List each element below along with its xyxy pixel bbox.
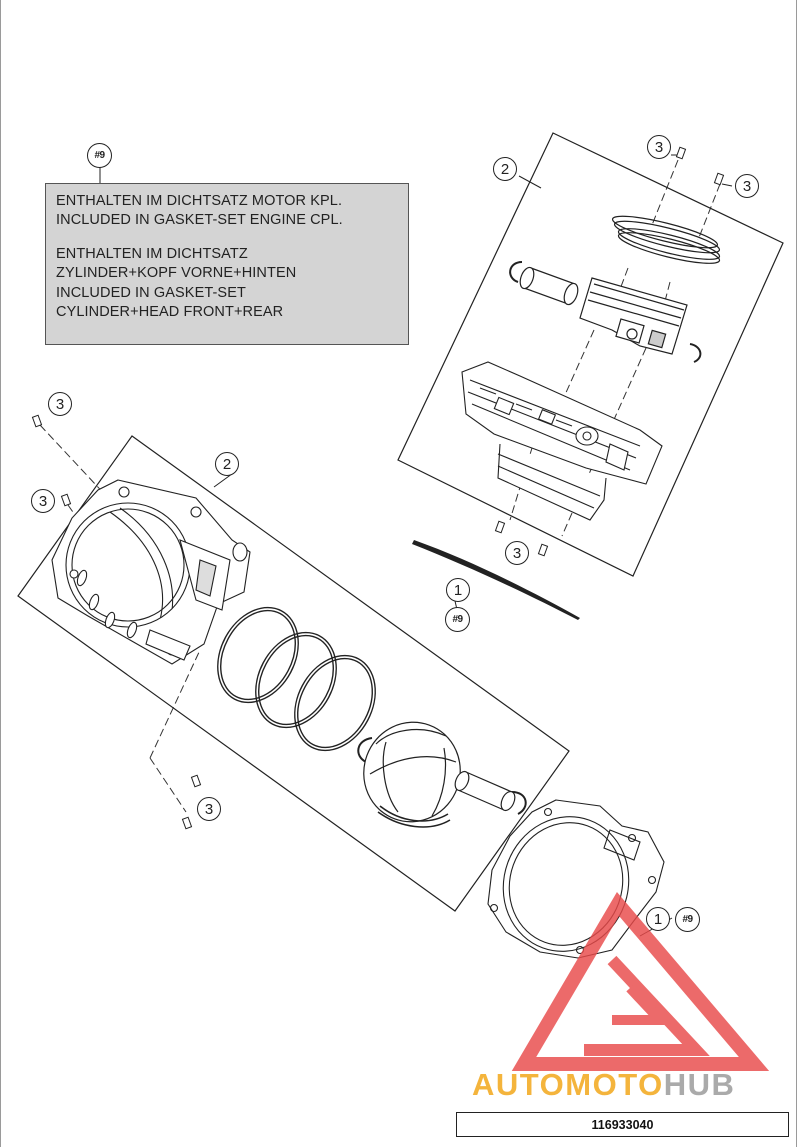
upper-circlip-right — [690, 344, 700, 362]
note-line-1: ENTHALTEN IM DICHTSATZ MOTOR KPL. — [56, 193, 343, 209]
note-line-4: ZYLINDER+KOPF VORNE+HINTEN — [56, 265, 297, 282]
gasket-upper-reference: #9 — [445, 607, 470, 632]
callout-gasket-upper: 1 — [446, 578, 470, 602]
watermark-text-automoto: AUTOMOTO — [472, 1067, 664, 1102]
callout-gasket-lower: 1 — [646, 907, 670, 931]
callout-dowel-pin-lower-top: 3 — [48, 392, 72, 416]
callout-cylinder-assembly-upper: 2 — [493, 157, 517, 181]
note-reference-label: #9 — [87, 143, 112, 168]
callout-dowel-pin-top-right: 3 — [735, 174, 759, 198]
lower-cylinder — [52, 480, 250, 664]
lower-piston-rings — [202, 593, 391, 764]
gasket-lower-reference: #9 — [675, 907, 700, 932]
lower-piston-pin — [452, 769, 517, 812]
upper-piston — [580, 278, 687, 354]
gasket-set-note — [45, 183, 409, 345]
upper-cylinder-gasket — [412, 540, 580, 620]
callout-dowel-pin-lower-left: 3 — [31, 489, 55, 513]
note-line-3: ENTHALTEN IM DICHTSATZ — [56, 245, 248, 262]
lower-piston — [350, 709, 474, 836]
callout-dowel-pin-upper-bottom: 3 — [505, 541, 529, 565]
note-line-2: INCLUDED IN GASKET-SET ENGINE CPL. — [56, 212, 343, 229]
watermark-text-hub: HUB — [663, 1067, 736, 1102]
note-line-5: INCLUDED IN GASKET-SET — [56, 284, 246, 301]
callout-cylinder-assembly-lower: 2 — [215, 452, 239, 476]
watermark-logo — [524, 904, 754, 1064]
upper-cylinder — [462, 362, 662, 520]
note-line-6: CYLINDER+HEAD FRONT+REAR — [56, 304, 284, 321]
callout-dowel-pin-top-left: 3 — [647, 135, 671, 159]
cylinder-base-gasket — [484, 799, 664, 969]
upper-piston-pin — [518, 266, 581, 307]
upper-piston-rings — [610, 210, 721, 269]
upper-dowel-pins — [495, 147, 723, 555]
watermark-text — [472, 1067, 735, 1103]
part-number-label: 116933040 — [456, 1112, 789, 1137]
callout-dowel-pin-lower-bottom: 3 — [197, 797, 221, 821]
